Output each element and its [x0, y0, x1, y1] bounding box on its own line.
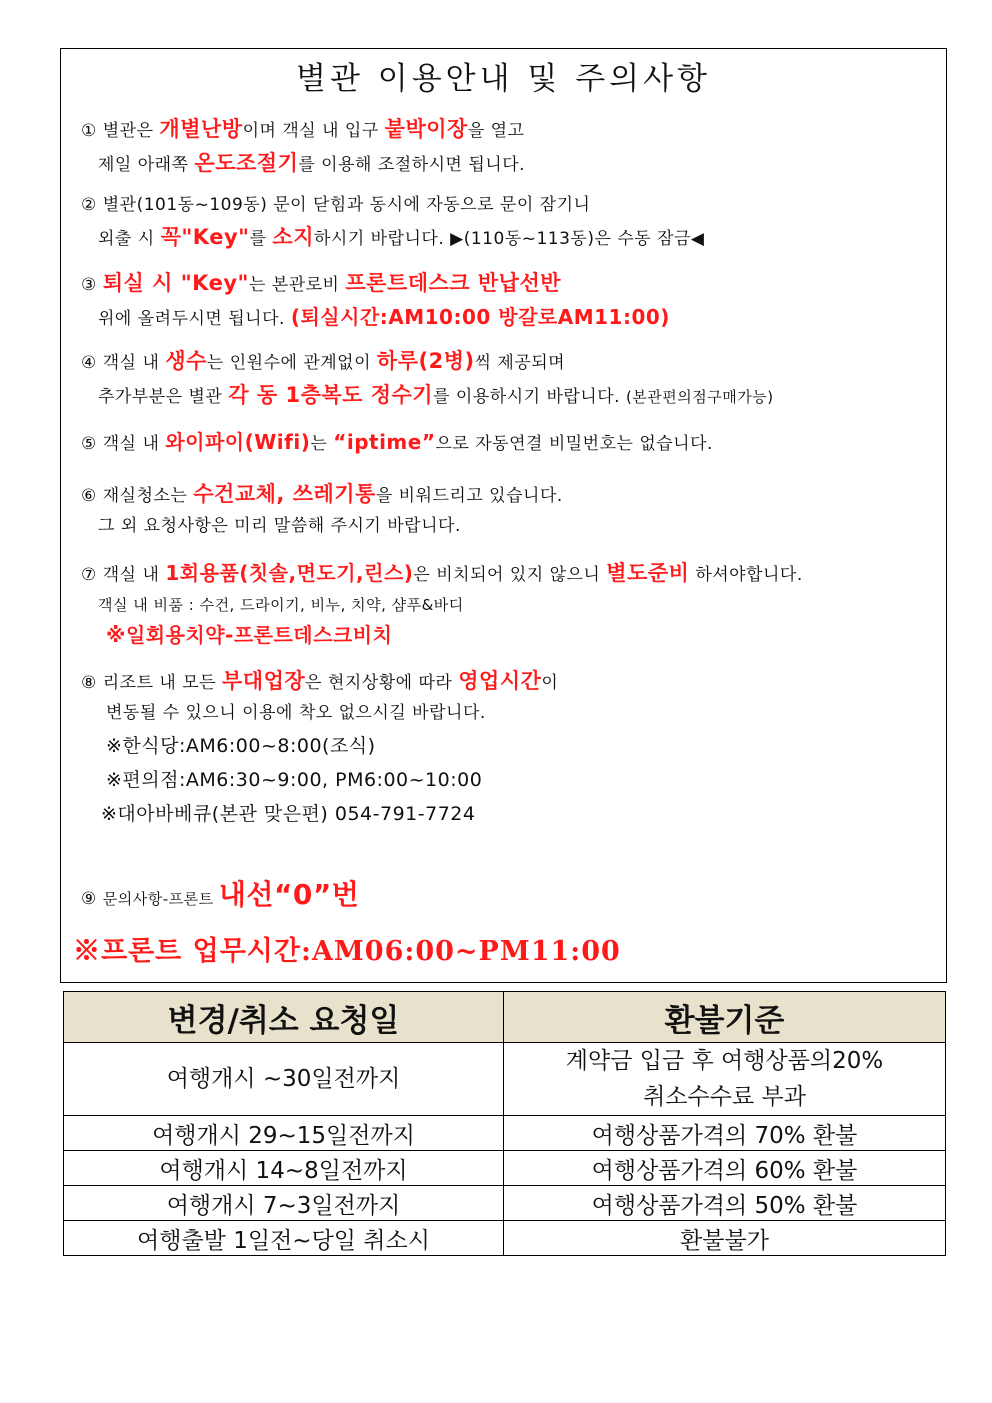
text: 를: [249, 229, 273, 249]
extension-number: 내선“0”번: [218, 878, 360, 911]
text: ※대아바베큐(본관 맞은편) 054-791-7724: [101, 803, 476, 825]
text: 외출 시: [98, 229, 161, 249]
text: 를 이용하시기 바랍니다.: [433, 387, 626, 407]
notice-box: [60, 48, 947, 983]
item-7-line-3: [106, 625, 392, 646]
text: 는 인원수에 관계없이: [206, 353, 377, 373]
text: 별관(101동~109동) 문이 닫힘과 동시에 자동으로 문이 잠기니: [102, 195, 591, 215]
item-1-line-1: [81, 119, 524, 140]
table-row: [64, 1116, 946, 1151]
highlight-text: 소지: [272, 225, 314, 249]
front-desk-hours: ※프론트 업무시간:AM06:00~PM11:00: [73, 936, 621, 967]
item-4-line-2: [98, 385, 774, 406]
highlight-text: 수건교체, 쓰레기통: [193, 482, 376, 506]
text: 객실 내: [102, 565, 166, 585]
item-2-line-1: [81, 197, 590, 214]
item-7-line-1: [81, 563, 803, 584]
highlight-text: 생수: [165, 349, 207, 373]
request-date-cell: 여행개시 7~3일전까지: [64, 1186, 504, 1221]
refund-policy-cell: 여행상품가격의 70% 환불: [504, 1116, 946, 1151]
text: 별관은: [102, 121, 160, 141]
item-number: ①: [81, 121, 97, 141]
item-number: ③: [81, 275, 97, 295]
text: 그 외 요청사항은 미리 말씀해 주시기 바랍니다.: [98, 516, 461, 536]
request-date-cell: 여행개시 14~8일전까지: [64, 1151, 504, 1186]
item-8-line-3: [106, 737, 376, 756]
text: 리조트 내 모든: [102, 673, 222, 693]
item-number: ②: [81, 195, 97, 215]
text: 객실 내: [102, 353, 166, 373]
text: 는 본관로비: [248, 275, 346, 295]
highlight-text: 하루(2병): [376, 349, 475, 373]
highlight-text: 별도준비: [606, 561, 690, 585]
text: 를 이용해 조절하시면 됩니다.: [298, 155, 526, 175]
table-row: [64, 1043, 946, 1116]
table-row: [64, 1221, 946, 1256]
item-8-line-5: [101, 805, 475, 824]
column-header: 변경/취소 요청일: [64, 992, 504, 1043]
text: 재실청소는: [102, 486, 194, 506]
text: 추가부분은 별관: [98, 387, 229, 407]
text: 이며 객실 내 입구: [242, 121, 385, 141]
item-6-line-1: [81, 484, 563, 505]
item-number: ⑧: [81, 673, 97, 693]
table-row: [64, 1186, 946, 1221]
request-date-cell: 여행개시 ~30일전까지: [64, 1043, 504, 1116]
item-number: ④: [81, 353, 97, 373]
highlight-text: 퇴실 시 "Key": [102, 271, 249, 295]
refund-policy-cell: 여행상품가격의 60% 환불: [504, 1151, 946, 1186]
highlight-text: 꼭"Key": [160, 225, 250, 249]
item-3-line-1: [81, 273, 561, 294]
text: 문의사항-프론트: [102, 890, 219, 908]
highlight-text: 개별난방: [159, 117, 243, 141]
highlight-text: 영업시간: [458, 669, 542, 693]
highlight-text: 부대업장: [222, 669, 306, 693]
text: 변동될 수 있으니 이용에 착오 없으시길 바랍니다.: [106, 703, 486, 723]
text: 으로 자동연결 비밀번호는 없습니다.: [435, 434, 713, 454]
text: (본관편의점구매가능): [625, 388, 774, 406]
text: 은 비치되어 있지 않으니: [413, 565, 607, 585]
table-header-row: [64, 992, 946, 1043]
item-1-line-2: [98, 153, 525, 174]
refund-policy-table: [63, 991, 946, 1256]
request-date-cell: 여행개시 29~15일전까지: [64, 1116, 504, 1151]
highlight-text: 붙박이장: [384, 117, 468, 141]
text: 하셔야합니다.: [689, 565, 803, 585]
item-5-line-1: [81, 432, 713, 453]
refund-policy-line: 계약금 입금 후 여행상품의20%: [565, 1048, 884, 1074]
text: 객실 내 비품 : 수건, 드라이기, 비누, 치약, 샴푸&바디: [98, 596, 464, 614]
highlight-text: “iptime”: [333, 430, 436, 454]
refund-policy-cell: 여행상품가격의 50% 환불: [504, 1186, 946, 1221]
text: ※편의점:AM6:30~9:00, PM6:00~10:00: [106, 769, 483, 791]
text: 제일 아래쪽: [98, 155, 195, 175]
checkout-time: (퇴실시간:AM10:00 방갈로AM11:00): [290, 305, 670, 329]
item-8-line-1: [81, 671, 558, 692]
text: 하시기 바랍니다. ▶(110동~113동)은 수동 잠금◀: [314, 229, 705, 249]
highlight-text: 와이파이(Wifi): [165, 430, 311, 454]
highlight-text: 각 동 1층복도 정수기: [228, 383, 434, 407]
refund-policy-cell: 환불불가: [504, 1221, 946, 1256]
text: 을 비워드리고 있습니다.: [375, 486, 563, 506]
item-3-line-2: [98, 307, 670, 328]
item-number: ⑨: [81, 889, 97, 909]
table-row: [64, 1151, 946, 1186]
highlight-text: 온도조절기: [194, 151, 299, 175]
text: 이: [541, 673, 559, 693]
notice-title: 별관 이용안내 및 주의사항: [296, 61, 711, 97]
text: 객실 내: [102, 434, 166, 454]
text: 은 현지상황에 따라: [305, 673, 459, 693]
text: 위에 올려두시면 됩니다.: [98, 309, 291, 329]
item-8-line-4: [106, 771, 482, 790]
item-number: ⑤: [81, 434, 97, 454]
text: 는: [310, 434, 334, 454]
highlight-text: 1회용품(칫솔,면도기,린스): [165, 561, 414, 585]
item-2-line-2: [98, 227, 704, 248]
text: ※한식당:AM6:00~8:00(조식): [106, 735, 376, 757]
refund-policy-cell: [504, 1043, 946, 1116]
item-4-line-1: [81, 351, 565, 372]
highlight-text: 프론트데스크 반납선반: [345, 271, 562, 295]
item-number: ⑦: [81, 565, 97, 585]
item-number: ⑥: [81, 486, 97, 506]
item-9-line-1: [81, 878, 360, 911]
item-7-line-2: [98, 597, 464, 614]
item-6-line-2: [98, 518, 461, 535]
column-header: 환불기준: [504, 992, 946, 1043]
request-date-cell: 여행출발 1일전~당일 취소시: [64, 1221, 504, 1256]
item-8-line-2: [106, 705, 486, 722]
refund-policy-line: 취소수수료 부과: [643, 1084, 806, 1110]
text: 을 열고: [467, 121, 525, 141]
highlight-text: ※일회용치약-프론트데스크비치: [106, 623, 393, 647]
text: 씩 제공되며: [474, 353, 566, 373]
